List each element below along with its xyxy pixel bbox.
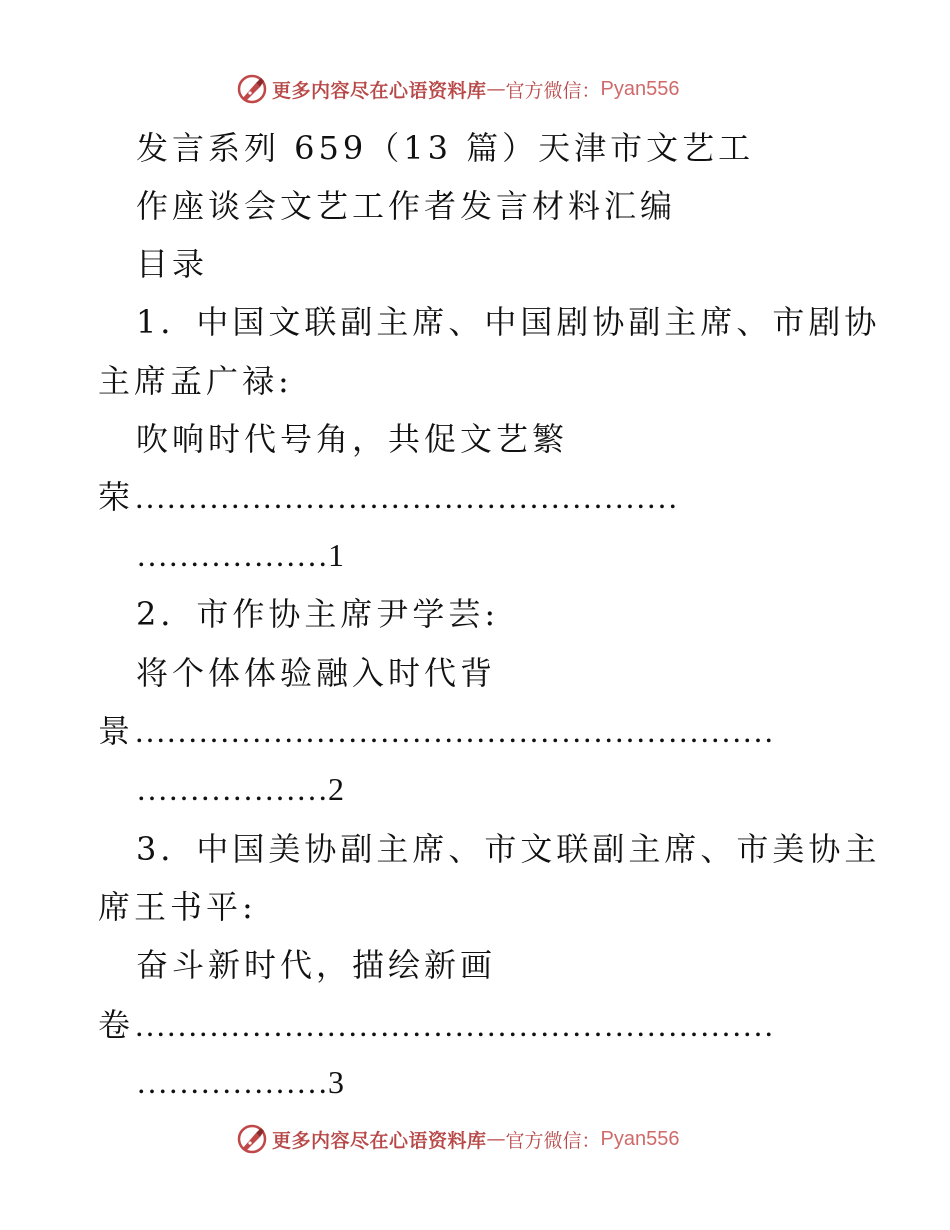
document-title-line2: 作座谈会文艺工作者发言材料汇编	[136, 187, 677, 225]
banner-separator: —	[486, 78, 506, 100]
pen-nib-icon	[236, 1123, 268, 1155]
toc-entry-2-speaker-line1: 2．市作协主席尹学芸:	[136, 595, 500, 633]
toc-entry-2-title-end: 景	[98, 712, 135, 750]
toc-entry-1-leader-line2	[136, 535, 344, 575]
toc-entry-3-speaker-line1: 3．中国美协副主席、市文联副主席、市美协主	[136, 830, 881, 868]
toc-entry-3-page-number: 3	[328, 1064, 344, 1100]
toc-entry-1-dots: ……………………………………………	[134, 479, 679, 515]
toc-entry-1-leader-line1	[98, 477, 678, 517]
toc-entry-2-title: 将个体体验融入时代背	[136, 654, 497, 692]
banner-separator: —	[486, 1128, 506, 1150]
banner-slogan: 更多内容尽在心语资料库	[272, 1129, 487, 1152]
document-title-line1: 发言系列 659（13 篇）天津市文艺工	[136, 129, 755, 167]
toc-entry-1-title: 吹响时代号角，共促文艺繁	[136, 420, 569, 458]
banner-wechat-label: 官方微信：	[505, 1129, 601, 1152]
banner-wechat-id: Pyan556	[600, 77, 680, 100]
toc-entry-1-dots-cont: ………………	[136, 537, 328, 573]
banner-slogan: 更多内容尽在心语资料库	[272, 79, 487, 102]
toc-entry-2-dots: ……………………………………………………	[134, 713, 775, 749]
toc-entry-2-dots-cont: ………………	[136, 771, 328, 807]
toc-entry-1-speaker-line1: 1．中国文联副主席、中国剧协副主席、市剧协	[136, 303, 881, 341]
toc-entry-1-page-number: 1	[328, 537, 344, 573]
toc-entry-3-dots-cont: ………………	[136, 1064, 328, 1100]
header-watermark-banner	[236, 72, 716, 106]
toc-entry-3-title: 奋斗新时代，描绘新画	[136, 946, 497, 984]
toc-entry-3-speaker-line2: 席王书平:	[98, 888, 257, 926]
toc-entry-3-title-end: 卷	[98, 1006, 135, 1044]
toc-entry-3-dots: ……………………………………………………	[134, 1007, 775, 1043]
toc-entry-1-title-end: 荣	[98, 478, 135, 516]
toc-entry-2-leader-line2	[136, 769, 344, 809]
toc-entry-1-speaker-line2: 主席孟广禄:	[98, 362, 293, 400]
toc-entry-3-leader-line2	[136, 1062, 344, 1102]
toc-entry-3-leader-line1	[98, 1005, 774, 1045]
banner-wechat-id: Pyan556	[600, 1127, 680, 1150]
banner-wechat-label: 官方微信：	[505, 79, 601, 102]
toc-entry-2-page-number: 2	[328, 771, 344, 807]
pen-nib-icon	[236, 73, 268, 105]
footer-watermark-banner	[236, 1122, 716, 1156]
toc-heading: 目录	[136, 245, 209, 283]
toc-entry-2-leader-line1	[98, 711, 774, 751]
